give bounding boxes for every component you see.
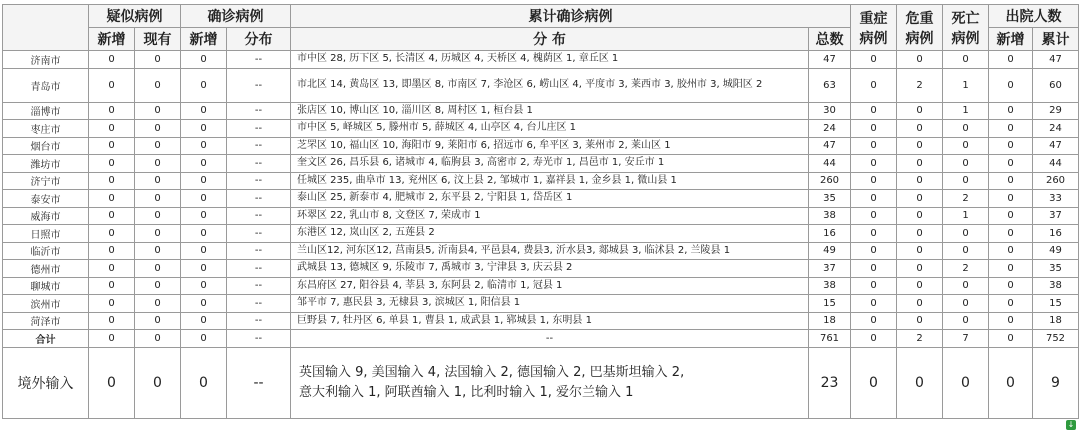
header-confirmed-new: 新增 bbox=[181, 28, 227, 51]
header-discharged-new: 新增 bbox=[989, 28, 1033, 51]
discharged-new: 0 bbox=[989, 68, 1033, 102]
confirmed-new: 0 bbox=[181, 190, 227, 208]
city-name: 聊城市 bbox=[3, 277, 89, 295]
table-row bbox=[3, 225, 1079, 243]
severe-count: 0 bbox=[851, 51, 897, 69]
suspected-new: 0 bbox=[89, 207, 135, 225]
suspected-current: 0 bbox=[135, 207, 181, 225]
covid-statistics-table bbox=[2, 4, 1079, 419]
cumulative-distribution: 市中区 28, 历下区 5, 长清区 4, 历城区 4, 天桥区 4, 槐荫区 1, 章丘区 1 bbox=[291, 51, 809, 69]
cumulative-distribution: 武城县 13, 德城区 9, 乐陵市 7, 禹城市 3, 宁津县 3, 庆云县 2 bbox=[291, 260, 809, 278]
death-count: 0 bbox=[943, 137, 989, 155]
death-count: 0 bbox=[943, 155, 989, 173]
suspected-current: 0 bbox=[135, 295, 181, 313]
suspected-new: 0 bbox=[89, 225, 135, 243]
city-name: 菏泽市 bbox=[3, 312, 89, 330]
cumulative-distribution: 泰山区 25, 新泰市 4, 肥城市 2, 东平县 2, 宁阳县 1, 岱岳区 1 bbox=[291, 190, 809, 208]
discharged-cumulative: 37 bbox=[1033, 207, 1079, 225]
discharged-cumulative: 35 bbox=[1033, 260, 1079, 278]
critical-count: 0 bbox=[897, 242, 943, 260]
suspected-current: 0 bbox=[135, 172, 181, 190]
discharged-new: 0 bbox=[989, 51, 1033, 69]
suspected-current: 0 bbox=[135, 242, 181, 260]
death-count: 0 bbox=[943, 120, 989, 138]
cumulative-total: 35 bbox=[809, 190, 851, 208]
cumulative-total: 44 bbox=[809, 155, 851, 173]
table-row bbox=[3, 172, 1079, 190]
discharged-cumulative: 47 bbox=[1033, 137, 1079, 155]
overseas-distribution-line1: 英国输入 9, 美国输入 4, 法国输入 2, 德国输入 2, 巴基斯坦输入 2, bbox=[299, 364, 685, 380]
suspected-new: 0 bbox=[89, 68, 135, 102]
cumulative-distribution: 市北区 14, 黄岛区 13, 即墨区 8, 市南区 7, 李沧区 6, 崂山区 4, 平度市 3, 莱西市 3, 胶州市 3, 城阳区 2 bbox=[291, 68, 809, 102]
discharged-cumulative: 47 bbox=[1033, 51, 1079, 69]
total-label: 合计 bbox=[3, 330, 89, 348]
header-critical-line2: 病例 bbox=[905, 30, 934, 47]
severe-count: 0 bbox=[851, 155, 897, 173]
chevron-down-icon[interactable]: ↓ bbox=[1067, 420, 1075, 429]
critical-count: 0 bbox=[897, 347, 943, 418]
critical-count: 0 bbox=[897, 172, 943, 190]
confirmed-new: 0 bbox=[181, 347, 227, 418]
critical-count: 0 bbox=[897, 260, 943, 278]
discharged-cumulative: 33 bbox=[1033, 190, 1079, 208]
confirmed-distribution: -- bbox=[227, 102, 291, 120]
table-row bbox=[3, 102, 1079, 120]
discharged-new: 0 bbox=[989, 172, 1033, 190]
critical-count: 0 bbox=[897, 277, 943, 295]
death-count: 2 bbox=[943, 260, 989, 278]
confirmed-new: 0 bbox=[181, 120, 227, 138]
header-row-1 bbox=[3, 5, 1079, 28]
header-severe bbox=[851, 5, 897, 51]
confirmed-new: 0 bbox=[181, 312, 227, 330]
city-name: 烟台市 bbox=[3, 137, 89, 155]
death-count: 0 bbox=[943, 225, 989, 243]
header-cumulative-distribution: 分 布 bbox=[291, 28, 809, 51]
death-count: 0 bbox=[943, 277, 989, 295]
table-row bbox=[3, 137, 1079, 155]
confirmed-distribution: -- bbox=[227, 190, 291, 208]
cumulative-distribution: 奎文区 26, 昌乐县 6, 诸城市 4, 临朐县 3, 高密市 2, 寿光市 1, 昌邑市 1, 安丘市 1 bbox=[291, 155, 809, 173]
city-name: 潍坊市 bbox=[3, 155, 89, 173]
cumulative-distribution: 东港区 12, 岚山区 2, 五莲县 2 bbox=[291, 225, 809, 243]
confirmed-new: 0 bbox=[181, 295, 227, 313]
discharged-cumulative: 18 bbox=[1033, 312, 1079, 330]
city-name: 青岛市 bbox=[3, 68, 89, 102]
death-count: 1 bbox=[943, 68, 989, 102]
confirmed-new: 0 bbox=[181, 207, 227, 225]
suspected-current: 0 bbox=[135, 347, 181, 418]
discharged-new: 0 bbox=[989, 295, 1033, 313]
severe-count: 0 bbox=[851, 172, 897, 190]
suspected-new: 0 bbox=[89, 51, 135, 69]
cumulative-total: 38 bbox=[809, 277, 851, 295]
city-name: 日照市 bbox=[3, 225, 89, 243]
header-severe-line2: 病例 bbox=[859, 30, 888, 47]
city-name: 济宁市 bbox=[3, 172, 89, 190]
severe-count: 0 bbox=[851, 260, 897, 278]
suspected-current: 0 bbox=[135, 190, 181, 208]
cumulative-distribution: 邹平市 7, 惠民县 3, 无棣县 3, 滨城区 1, 阳信县 1 bbox=[291, 295, 809, 313]
confirmed-new: 0 bbox=[181, 172, 227, 190]
confirmed-distribution: -- bbox=[227, 330, 291, 348]
discharged-new: 0 bbox=[989, 312, 1033, 330]
severe-count: 0 bbox=[851, 68, 897, 102]
severe-count: 0 bbox=[851, 347, 897, 418]
suspected-current: 0 bbox=[135, 68, 181, 102]
severe-count: 0 bbox=[851, 277, 897, 295]
discharged-new: 0 bbox=[989, 120, 1033, 138]
death-count: 7 bbox=[943, 330, 989, 348]
cumulative-total: 15 bbox=[809, 295, 851, 313]
critical-count: 0 bbox=[897, 102, 943, 120]
city-name: 威海市 bbox=[3, 207, 89, 225]
header-suspected: 疑似病例 bbox=[89, 5, 181, 28]
total-row bbox=[3, 330, 1079, 348]
discharged-new: 0 bbox=[989, 242, 1033, 260]
suspected-current: 0 bbox=[135, 120, 181, 138]
confirmed-distribution: -- bbox=[227, 137, 291, 155]
suspected-current: 0 bbox=[135, 260, 181, 278]
confirmed-new: 0 bbox=[181, 242, 227, 260]
table-row bbox=[3, 207, 1079, 225]
table-row bbox=[3, 120, 1079, 138]
critical-count: 0 bbox=[897, 137, 943, 155]
cumulative-total: 23 bbox=[809, 347, 851, 418]
confirmed-new: 0 bbox=[181, 277, 227, 295]
severe-count: 0 bbox=[851, 207, 897, 225]
header-death-line2: 病例 bbox=[951, 30, 980, 47]
death-count: 1 bbox=[943, 102, 989, 120]
suspected-new: 0 bbox=[89, 190, 135, 208]
header-discharged: 出院人数 bbox=[989, 5, 1079, 28]
discharged-cumulative: 16 bbox=[1033, 225, 1079, 243]
confirmed-new: 0 bbox=[181, 68, 227, 102]
suspected-new: 0 bbox=[89, 260, 135, 278]
critical-count: 0 bbox=[897, 190, 943, 208]
cumulative-distribution: 兰山区12, 河东区12, 莒南县5, 沂南县4, 平邑县4, 费县3, 沂水县3, 郯城县 3, 临沭县 2, 兰陵县 1 bbox=[291, 242, 809, 260]
critical-count: 0 bbox=[897, 295, 943, 313]
confirmed-new: 0 bbox=[181, 155, 227, 173]
discharged-cumulative: 29 bbox=[1033, 102, 1079, 120]
confirmed-distribution: -- bbox=[227, 172, 291, 190]
header-discharged-cumulative: 累计 bbox=[1033, 28, 1079, 51]
table-row bbox=[3, 295, 1079, 313]
confirmed-distribution: -- bbox=[227, 295, 291, 313]
suspected-new: 0 bbox=[89, 155, 135, 173]
suspected-new: 0 bbox=[89, 172, 135, 190]
suspected-new: 0 bbox=[89, 137, 135, 155]
discharged-cumulative: 49 bbox=[1033, 242, 1079, 260]
suspected-new: 0 bbox=[89, 102, 135, 120]
table-row bbox=[3, 68, 1079, 102]
cumulative-distribution: -- bbox=[291, 330, 809, 348]
header-confirmed: 确诊病例 bbox=[181, 5, 291, 28]
confirmed-new: 0 bbox=[181, 51, 227, 69]
table-row bbox=[3, 260, 1079, 278]
cumulative-total: 37 bbox=[809, 260, 851, 278]
discharged-new: 0 bbox=[989, 207, 1033, 225]
suspected-new: 0 bbox=[89, 347, 135, 418]
suspected-current: 0 bbox=[135, 137, 181, 155]
cumulative-total: 24 bbox=[809, 120, 851, 138]
overseas-label: 境外输入 bbox=[3, 347, 89, 418]
suspected-new: 0 bbox=[89, 330, 135, 348]
confirmed-distribution: -- bbox=[227, 51, 291, 69]
cumulative-distribution: 环翠区 22, 乳山市 8, 文登区 7, 荣成市 1 bbox=[291, 207, 809, 225]
table-row bbox=[3, 242, 1079, 260]
discharged-new: 0 bbox=[989, 102, 1033, 120]
confirmed-distribution: -- bbox=[227, 347, 291, 418]
suspected-current: 0 bbox=[135, 225, 181, 243]
overseas-distribution-line2: 意大利输入 1, 阿联酋输入 1, 比利时输入 1, 爱尔兰输入 1 bbox=[299, 384, 634, 400]
cumulative-distribution: 东昌府区 27, 阳谷县 4, 莘县 3, 东阿县 2, 临清市 1, 冠县 1 bbox=[291, 277, 809, 295]
suspected-current: 0 bbox=[135, 155, 181, 173]
death-count: 1 bbox=[943, 207, 989, 225]
cumulative-total: 260 bbox=[809, 172, 851, 190]
discharged-cumulative: 24 bbox=[1033, 120, 1079, 138]
critical-count: 0 bbox=[897, 120, 943, 138]
cumulative-total: 18 bbox=[809, 312, 851, 330]
cumulative-distribution: 张店区 10, 博山区 10, 淄川区 8, 周村区 1, 桓台县 1 bbox=[291, 102, 809, 120]
city-name: 枣庄市 bbox=[3, 120, 89, 138]
city-name: 德州市 bbox=[3, 260, 89, 278]
city-name: 泰安市 bbox=[3, 190, 89, 208]
city-name: 临沂市 bbox=[3, 242, 89, 260]
table-row bbox=[3, 277, 1079, 295]
header-suspected-current: 现有 bbox=[135, 28, 181, 51]
cumulative-total: 47 bbox=[809, 51, 851, 69]
severe-count: 0 bbox=[851, 102, 897, 120]
table-row bbox=[3, 312, 1079, 330]
header-critical bbox=[897, 5, 943, 51]
cumulative-total: 63 bbox=[809, 68, 851, 102]
severe-count: 0 bbox=[851, 295, 897, 313]
discharged-cumulative: 9 bbox=[1033, 347, 1079, 418]
header-confirmed-distribution: 分布 bbox=[227, 28, 291, 51]
cumulative-distribution: 任城区 235, 曲阜市 13, 兖州区 6, 汶上县 2, 邹城市 1, 嘉祥县 1, 金乡县 1, 微山县 1 bbox=[291, 172, 809, 190]
header-death bbox=[943, 5, 989, 51]
severe-count: 0 bbox=[851, 137, 897, 155]
critical-count: 2 bbox=[897, 330, 943, 348]
severe-count: 0 bbox=[851, 330, 897, 348]
confirmed-new: 0 bbox=[181, 137, 227, 155]
suspected-current: 0 bbox=[135, 51, 181, 69]
death-count: 2 bbox=[943, 190, 989, 208]
suspected-new: 0 bbox=[89, 277, 135, 295]
city-name: 淄博市 bbox=[3, 102, 89, 120]
confirmed-distribution: -- bbox=[227, 225, 291, 243]
cumulative-distribution: 巨野县 7, 牡丹区 6, 单县 1, 曹县 1, 成武县 1, 郓城县 1, 东明县 1 bbox=[291, 312, 809, 330]
confirmed-distribution: -- bbox=[227, 260, 291, 278]
critical-count: 0 bbox=[897, 312, 943, 330]
discharged-new: 0 bbox=[989, 347, 1033, 418]
confirmed-distribution: -- bbox=[227, 312, 291, 330]
confirmed-distribution: -- bbox=[227, 242, 291, 260]
critical-count: 0 bbox=[897, 225, 943, 243]
cumulative-total: 761 bbox=[809, 330, 851, 348]
discharged-new: 0 bbox=[989, 225, 1033, 243]
discharged-new: 0 bbox=[989, 155, 1033, 173]
header-suspected-new: 新增 bbox=[89, 28, 135, 51]
cumulative-total: 38 bbox=[809, 207, 851, 225]
suspected-new: 0 bbox=[89, 295, 135, 313]
table-row bbox=[3, 51, 1079, 69]
header-death-line1: 死亡 bbox=[951, 10, 980, 27]
severe-count: 0 bbox=[851, 120, 897, 138]
death-count: 0 bbox=[943, 295, 989, 313]
cumulative-total: 49 bbox=[809, 242, 851, 260]
confirmed-new: 0 bbox=[181, 225, 227, 243]
confirmed-distribution: -- bbox=[227, 120, 291, 138]
severe-count: 0 bbox=[851, 190, 897, 208]
city-name: 滨州市 bbox=[3, 295, 89, 313]
table-row bbox=[3, 190, 1079, 208]
suspected-new: 0 bbox=[89, 242, 135, 260]
death-count: 0 bbox=[943, 51, 989, 69]
suspected-current: 0 bbox=[135, 277, 181, 295]
critical-count: 0 bbox=[897, 155, 943, 173]
suspected-new: 0 bbox=[89, 120, 135, 138]
discharged-cumulative: 60 bbox=[1033, 68, 1079, 102]
cumulative-total: 47 bbox=[809, 137, 851, 155]
table-row bbox=[3, 155, 1079, 173]
header-city bbox=[3, 5, 89, 51]
discharged-new: 0 bbox=[989, 260, 1033, 278]
confirmed-distribution: -- bbox=[227, 277, 291, 295]
discharged-cumulative: 44 bbox=[1033, 155, 1079, 173]
critical-count: 2 bbox=[897, 68, 943, 102]
confirmed-new: 0 bbox=[181, 260, 227, 278]
city-name: 济南市 bbox=[3, 51, 89, 69]
header-cumulative-total: 总数 bbox=[809, 28, 851, 51]
discharged-cumulative: 15 bbox=[1033, 295, 1079, 313]
overseas-row bbox=[3, 347, 1079, 418]
severe-count: 0 bbox=[851, 225, 897, 243]
confirmed-distribution: -- bbox=[227, 68, 291, 102]
discharged-cumulative: 38 bbox=[1033, 277, 1079, 295]
confirmed-new: 0 bbox=[181, 102, 227, 120]
header-critical-line1: 危重 bbox=[905, 10, 934, 27]
severe-count: 0 bbox=[851, 242, 897, 260]
cumulative-distribution: 市中区 5, 峄城区 5, 滕州市 5, 薛城区 4, 山亭区 4, 台儿庄区 1 bbox=[291, 120, 809, 138]
suspected-current: 0 bbox=[135, 102, 181, 120]
death-count: 0 bbox=[943, 242, 989, 260]
header-cumulative: 累计确诊病例 bbox=[291, 5, 851, 28]
critical-count: 0 bbox=[897, 207, 943, 225]
severe-count: 0 bbox=[851, 312, 897, 330]
discharged-new: 0 bbox=[989, 330, 1033, 348]
confirmed-distribution: -- bbox=[227, 155, 291, 173]
confirmed-new: 0 bbox=[181, 330, 227, 348]
death-count: 0 bbox=[943, 172, 989, 190]
confirmed-distribution: -- bbox=[227, 207, 291, 225]
suspected-new: 0 bbox=[89, 312, 135, 330]
discharged-cumulative: 752 bbox=[1033, 330, 1079, 348]
cumulative-total: 30 bbox=[809, 102, 851, 120]
death-count: 0 bbox=[943, 347, 989, 418]
discharged-new: 0 bbox=[989, 137, 1033, 155]
discharged-new: 0 bbox=[989, 190, 1033, 208]
discharged-cumulative: 260 bbox=[1033, 172, 1079, 190]
cumulative-distribution bbox=[291, 347, 809, 418]
suspected-current: 0 bbox=[135, 312, 181, 330]
critical-count: 0 bbox=[897, 51, 943, 69]
death-count: 0 bbox=[943, 312, 989, 330]
discharged-new: 0 bbox=[989, 277, 1033, 295]
cumulative-distribution: 芝罘区 10, 福山区 10, 海阳市 9, 莱阳市 6, 招远市 6, 牟平区 3, 莱州市 2, 莱山区 1 bbox=[291, 137, 809, 155]
header-severe-line1: 重症 bbox=[859, 10, 888, 27]
cumulative-total: 16 bbox=[809, 225, 851, 243]
suspected-current: 0 bbox=[135, 330, 181, 348]
